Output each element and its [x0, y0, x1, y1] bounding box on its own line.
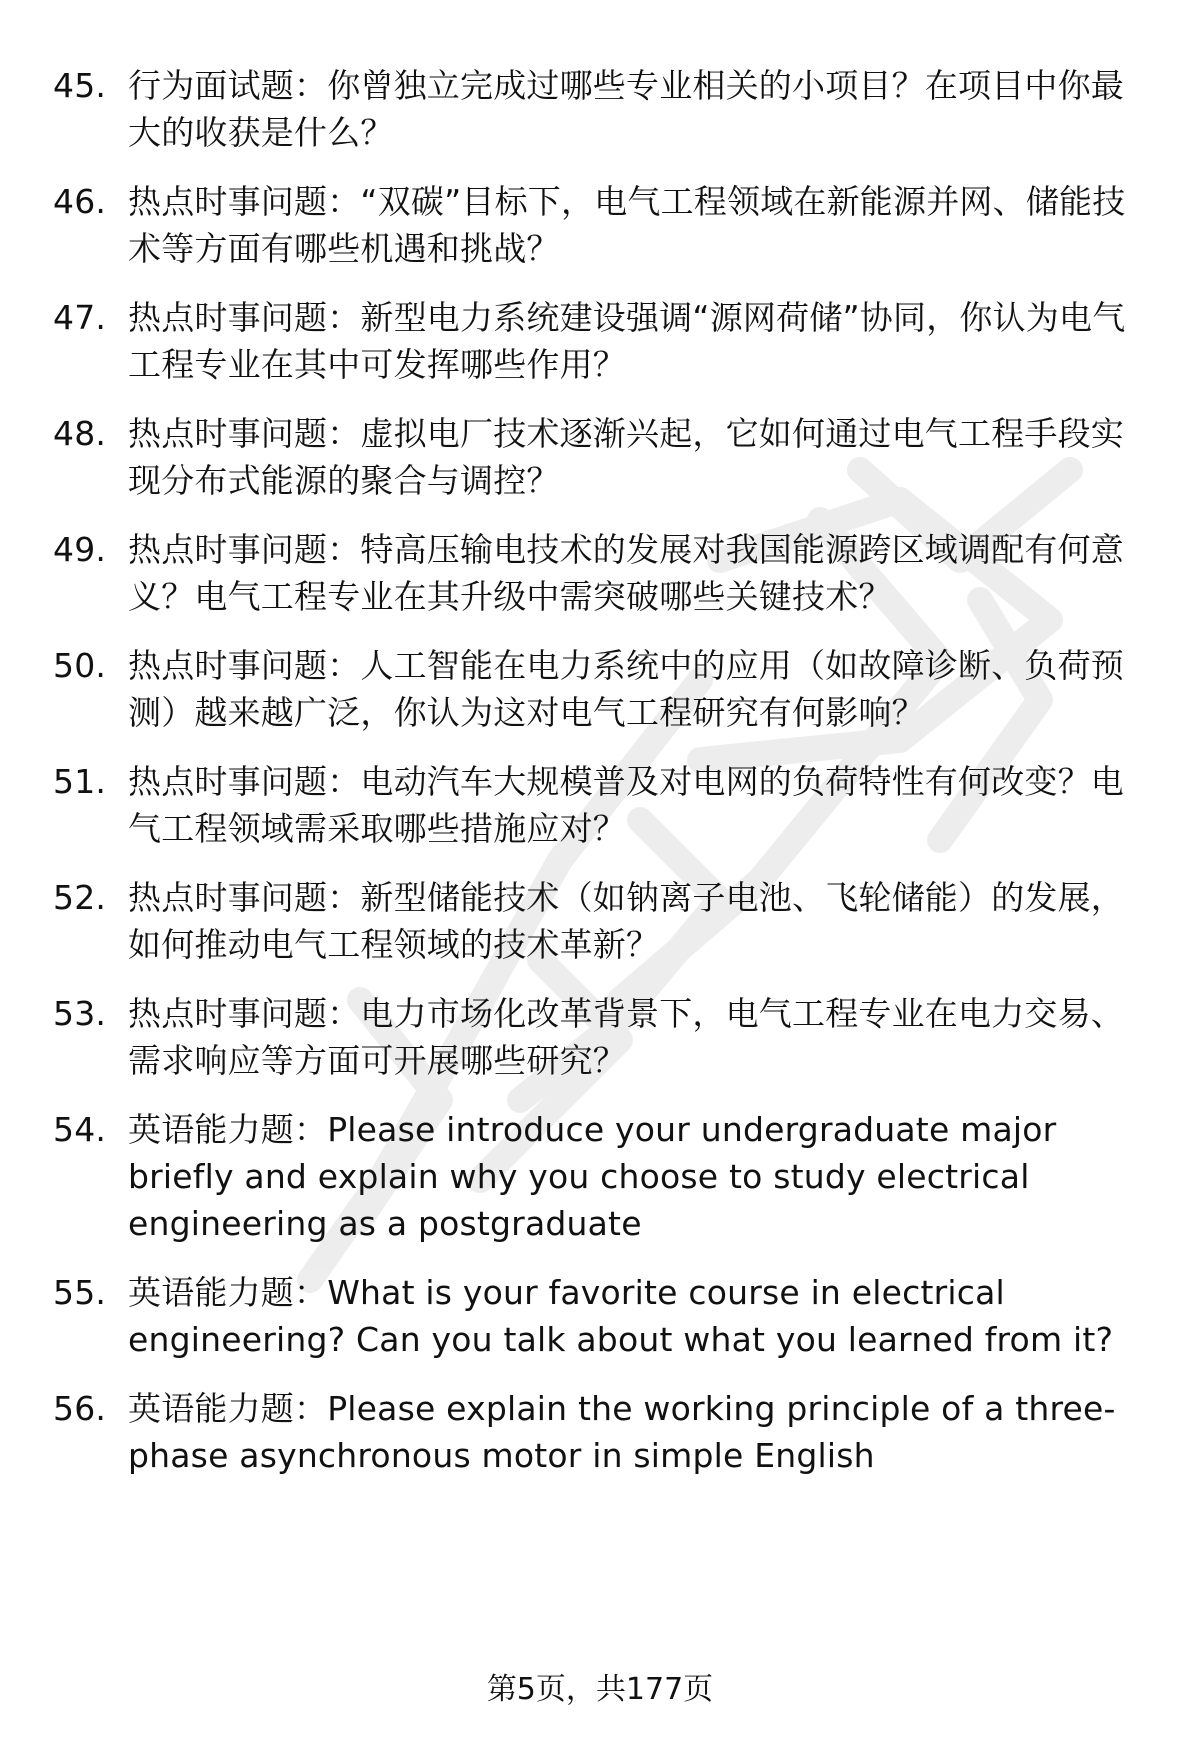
- question-text: 热点时事问题：新型储能技术（如钠离子电池、飞轮储能）的发展，如何推动电气工程领域的技术革新？: [128, 878, 1124, 964]
- question-item: [0, 1269, 1200, 1363]
- question-text: 英语能力题：Please explain the working principle of a three-phase asynchronous motor in simple English: [128, 1389, 1116, 1475]
- question-number: 56.: [53, 1389, 107, 1428]
- question-item: [0, 990, 1200, 1084]
- page-number-label: 第5页，共177页: [486, 1672, 714, 1707]
- question-text: 热点时事问题：电力市场化改革背景下，电气工程专业在电力交易、需求响应等方面可开展哪些研究？: [128, 994, 1124, 1080]
- question-number: 51.: [53, 762, 107, 801]
- question-text: 行为面试题：你曾独立完成过哪些专业相关的小项目？在项目中你最大的收获是什么？: [128, 66, 1124, 152]
- question-number: 50.: [53, 646, 107, 685]
- question-item: [0, 178, 1200, 272]
- question-item: [0, 1106, 1200, 1247]
- page-footer: [0, 1668, 1200, 1712]
- question-number: 47.: [53, 298, 107, 337]
- question-item: [0, 1385, 1200, 1479]
- question-item: [0, 62, 1200, 156]
- question-item: [0, 758, 1200, 852]
- question-item: [0, 410, 1200, 504]
- question-text: 热点时事问题：人工智能在电力系统中的应用（如故障诊断、负荷预测）越来越广泛，你认为这对电气工程研究有何影响？: [128, 646, 1124, 732]
- question-item: [0, 642, 1200, 736]
- question-number: 49.: [53, 530, 107, 569]
- question-number: 54.: [53, 1110, 107, 1149]
- question-number: 52.: [53, 878, 107, 917]
- question-text: 热点时事问题：虚拟电厂技术逐渐兴起，它如何通过电气工程手段实现分布式能源的聚合与调控？: [128, 414, 1124, 500]
- question-number: 45.: [53, 66, 107, 105]
- question-number: 53.: [53, 994, 107, 1033]
- question-item: [0, 294, 1200, 388]
- question-text: 英语能力题：Please introduce your undergraduate major briefly and explain why you choose to study electrical engineering as a postgraduate: [128, 1110, 1057, 1243]
- question-item: [0, 526, 1200, 620]
- question-text: 热点时事问题：新型电力系统建设强调“源网荷储”协同，你认为电气工程专业在其中可发挥哪些作用？: [128, 298, 1126, 384]
- question-text: 英语能力题：What is your favorite course in electrical engineering? Can you talk about what you learned from it?: [128, 1273, 1114, 1359]
- question-number: 55.: [53, 1273, 107, 1312]
- question-text: 热点时事问题：“双碳”目标下，电气工程领域在新能源并网、储能技术等方面有哪些机遇和挑战？: [128, 182, 1126, 268]
- question-number: 46.: [53, 182, 107, 221]
- question-text: 热点时事问题：电动汽车大规模普及对电网的负荷特性有何改变？电气工程领域需采取哪些措施应对？: [128, 762, 1124, 848]
- question-item: [0, 874, 1200, 968]
- question-number: 48.: [53, 414, 107, 453]
- question-text: 热点时事问题：特高压输电技术的发展对我国能源跨区域调配有何意义？电气工程专业在其升级中需突破哪些关键技术？: [128, 530, 1124, 616]
- question-list: [0, 62, 1200, 1501]
